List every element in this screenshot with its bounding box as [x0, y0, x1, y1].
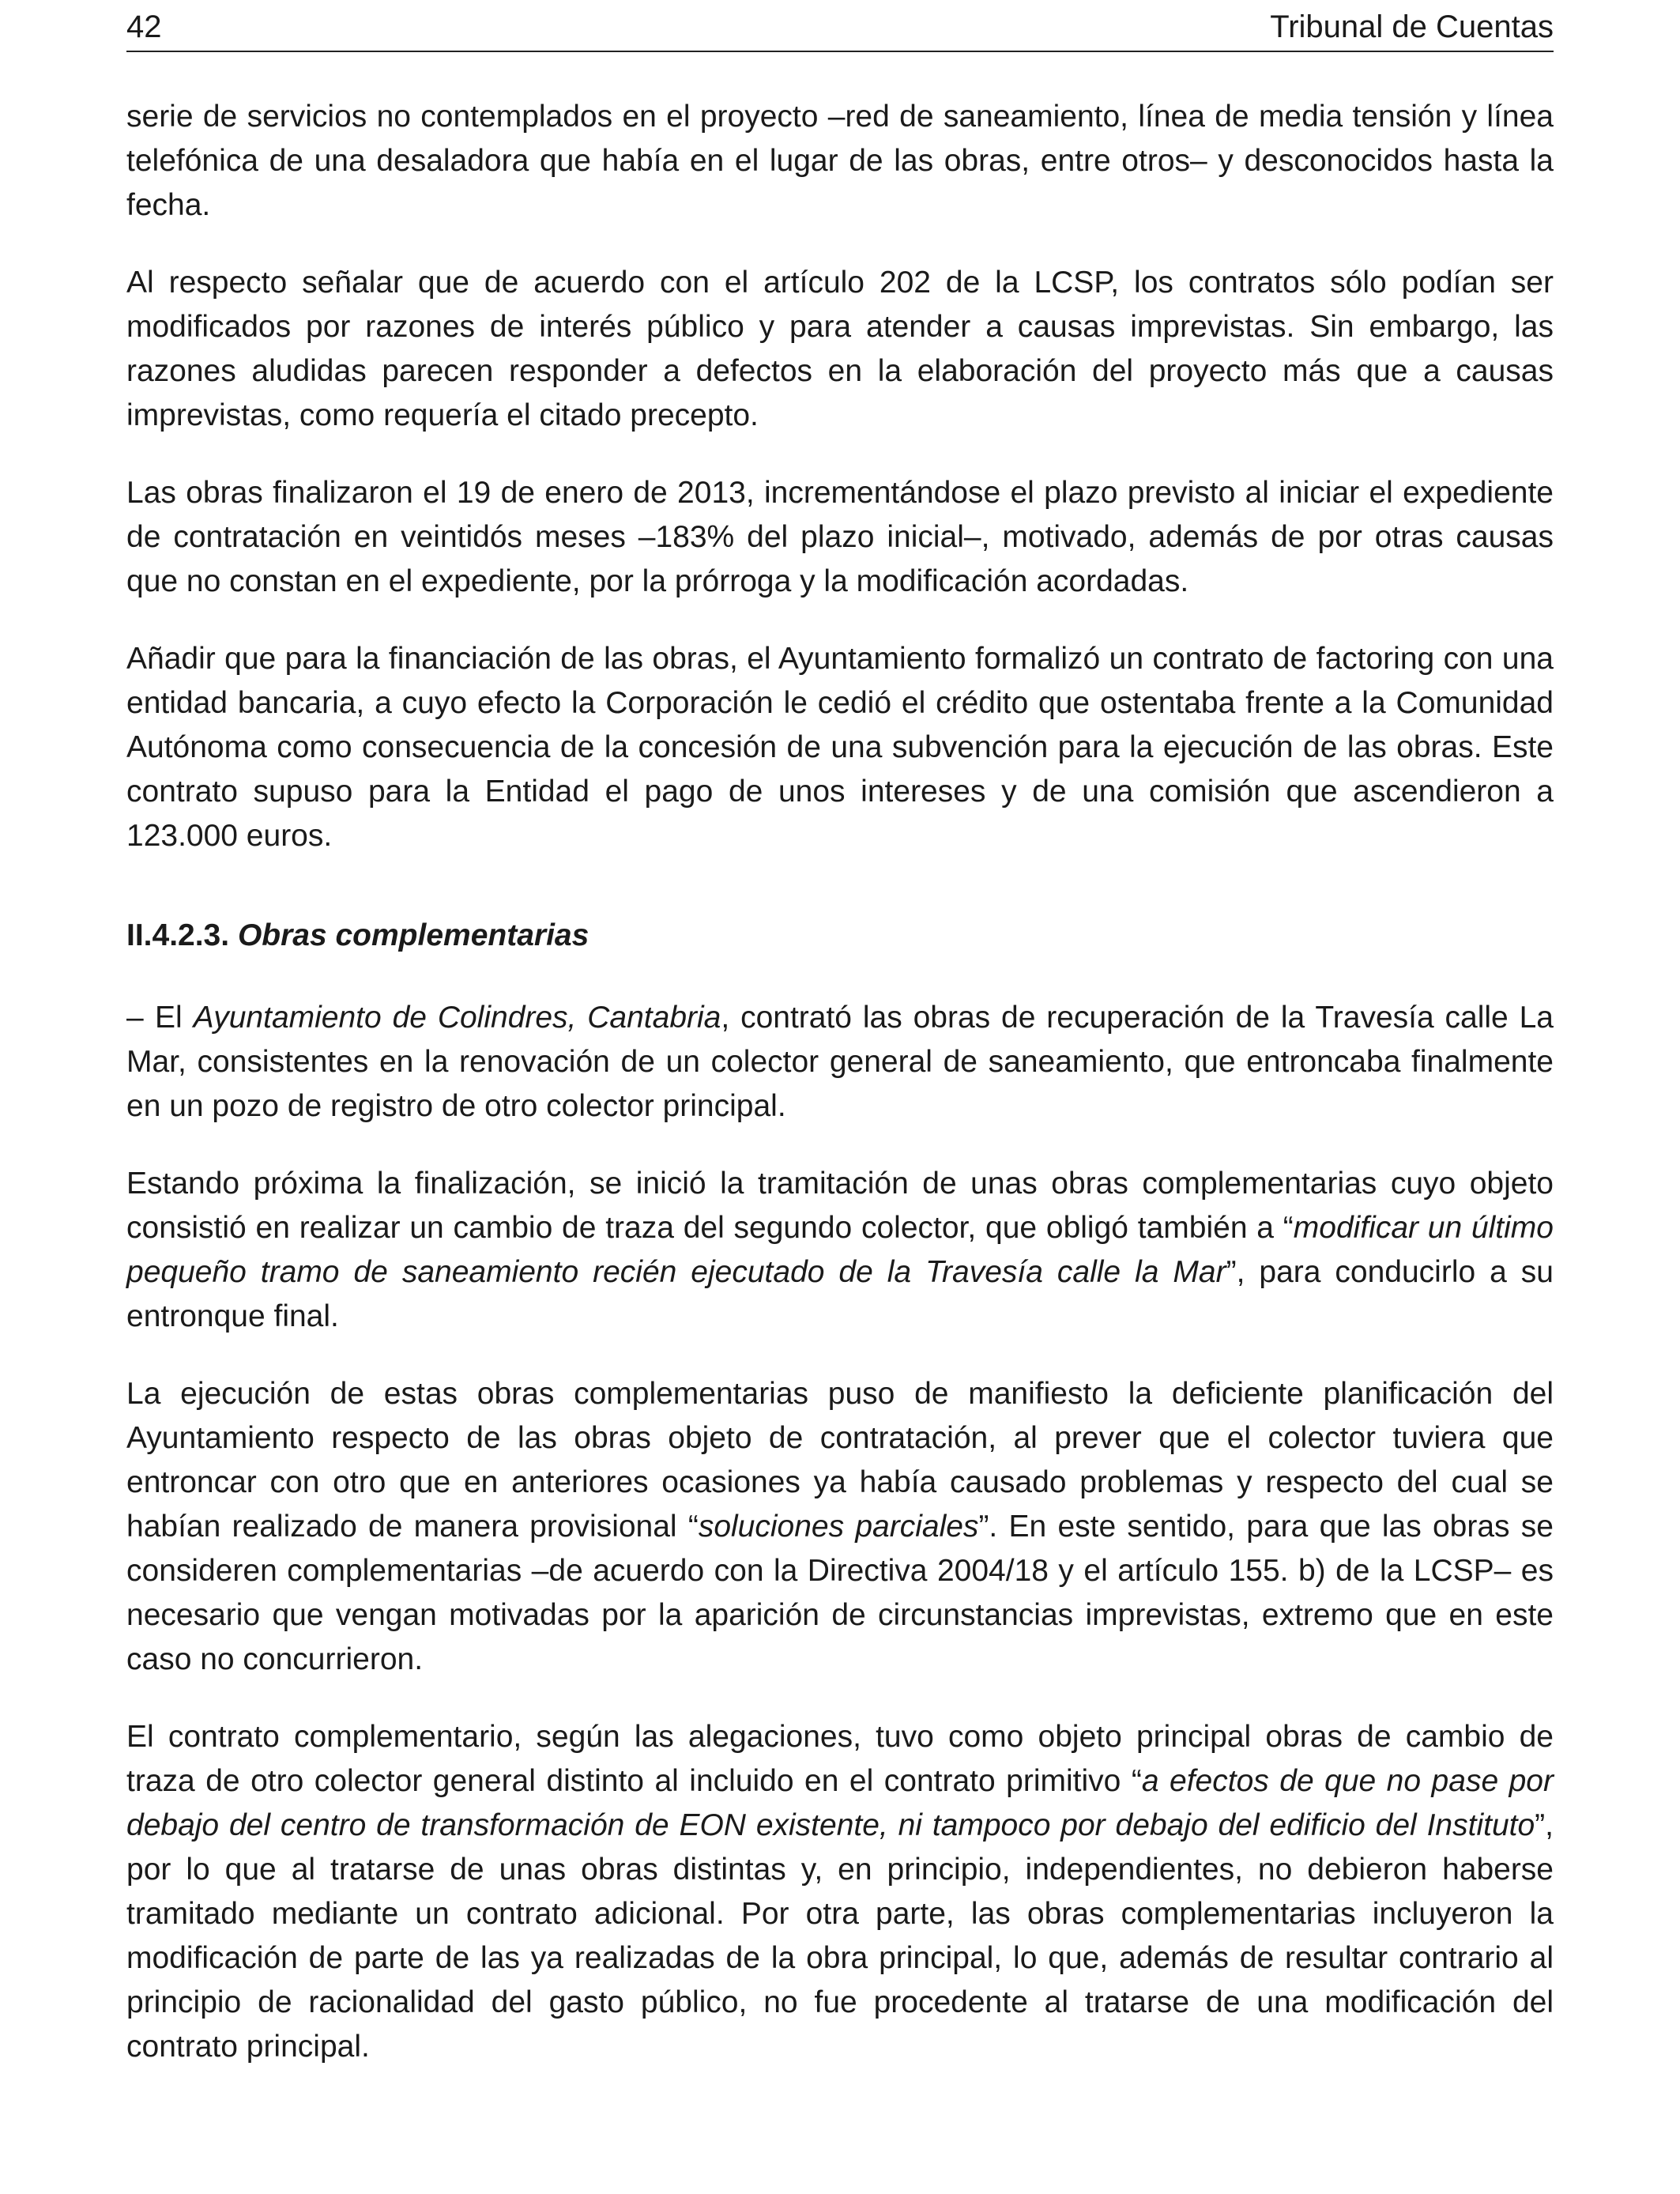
paragraph-6-pre: Estando próxima la finalización, se inició la tramitación de unas obras complementarias cuyo objeto consistió en realizar un cambio de traza del segundo colector, que obligó también a “: [126, 1167, 1554, 1245]
running-title: Tribunal de Cuentas: [1270, 9, 1554, 44]
page-header: [126, 0, 1554, 52]
section-title: Obras complementarias: [237, 918, 590, 952]
paragraph-6: [126, 1162, 1554, 1339]
paragraph-7-pre: La ejecución de estas obras complementarias puso de manifiesto la deficiente planificación del Ayuntamiento respecto de las obras objeto de contratación, al prever que el colector tuviera que entroncar con otro que en anteriores ocasiones ya había causado problemas y respecto del cual se habían realizado de manera provisional “: [126, 1377, 1554, 1544]
paragraph-7-italic: soluciones parciales: [698, 1510, 979, 1544]
paragraph-4: Añadir que para la financiación de las obras, el Ayuntamiento formalizó un contrato de factoring con una entidad bancaria, a cuyo efecto la Corporación le cedió el crédito que ostentaba frente a la Comunidad Autónoma como consecuencia de la concesión de una subvención para la ejecución de las obras. Este contrato supuso para la Entidad el pago de unos intereses y de una comisión que ascendieron a 123.000 euros.: [126, 642, 1554, 853]
paragraph-3: Las obras finalizaron el 19 de enero de 2013, incrementándose el plazo previsto al iniciar el expediente de contratación en veintidós meses –183% del plazo inicial–, motivado, además de por otras causas que no constan en el expediente, por la prórroga y la modificación acordadas.: [126, 476, 1554, 598]
paragraph-7: [126, 1372, 1554, 1682]
document-body: [126, 95, 1554, 2069]
paragraph-2: Al respecto señalar que de acuerdo con el artículo 202 de la LCSP, los contratos sólo podían ser modificados por razones de interés público y para atender a causas imprevistas. Sin embargo, las razones aludidas parecen responder a defectos en la elaboración del proyecto más que a causas imprevistas, como requería el citado precepto.: [126, 266, 1554, 432]
section-number: II.4.2.3.: [126, 918, 230, 952]
paragraph-6-post: ”, para conducirlo a su entronque final.: [126, 1255, 1554, 1333]
paragraph-5-italic: Ayuntamiento de Colindres, Cantabria: [193, 1001, 721, 1035]
document-page: [126, 0, 1554, 2102]
paragraph-8: [126, 1715, 1554, 2069]
page-number: 42: [126, 9, 162, 44]
paragraph-5: [126, 996, 1554, 1129]
paragraph-1: serie de servicios no contemplados en el proyecto –red de saneamiento, línea de media tensión y línea telefónica de una desaladora que había en el lugar de las obras, entre otros– y desconocidos hasta la fecha.: [126, 100, 1554, 222]
paragraph-8-post: ”, por lo que al tratarse de unas obras distintas y, en principio, independientes, no debieron haberse tramitado mediante un contrato adicional. Por otra parte, las obras complementarias incluyeron la modificación de parte de las ya realizadas de la obra principal, lo que, además de resultar contrario al principio de racionalidad del gasto público, no fue procedente al tratarse de una modificación del contrato principal.: [126, 1808, 1554, 2064]
paragraph-6-italic: modificar un último pequeño tramo de saneamiento recién ejecutado de la Travesía calle la Mar: [126, 1211, 1554, 1289]
list-dash: –: [126, 1001, 144, 1035]
paragraph-7-post: ”. En este sentido, para que las obras se consideren complementarias –de acuerdo con la Directiva 2004/18 y el artículo 155. b) de la LCSP– es necesario que vengan motivadas por la aparición de circunstancias imprevistas, extremo que en este caso no concurrieron.: [126, 1510, 1554, 1676]
paragraph-8-italic: a efectos de que no pase por debajo del centro de transformación de EON existente, ni tampoco por debajo del edificio del Instituto: [126, 1764, 1554, 1842]
paragraph-5-post: , contrató las obras de recuperación de la Travesía calle La Mar, consistentes en la renovación de un colector general de saneamiento, que entroncaba finalmente en un pozo de registro de otro colector principal.: [126, 1001, 1554, 1123]
section-heading: [126, 914, 1554, 958]
paragraph-5-pre: El: [155, 1001, 194, 1035]
paragraph-8-pre: El contrato complementario, según las alegaciones, tuvo como objeto principal obras de cambio de traza de otro colector general distinto al incluido en el contrato primitivo “: [126, 1720, 1554, 1798]
